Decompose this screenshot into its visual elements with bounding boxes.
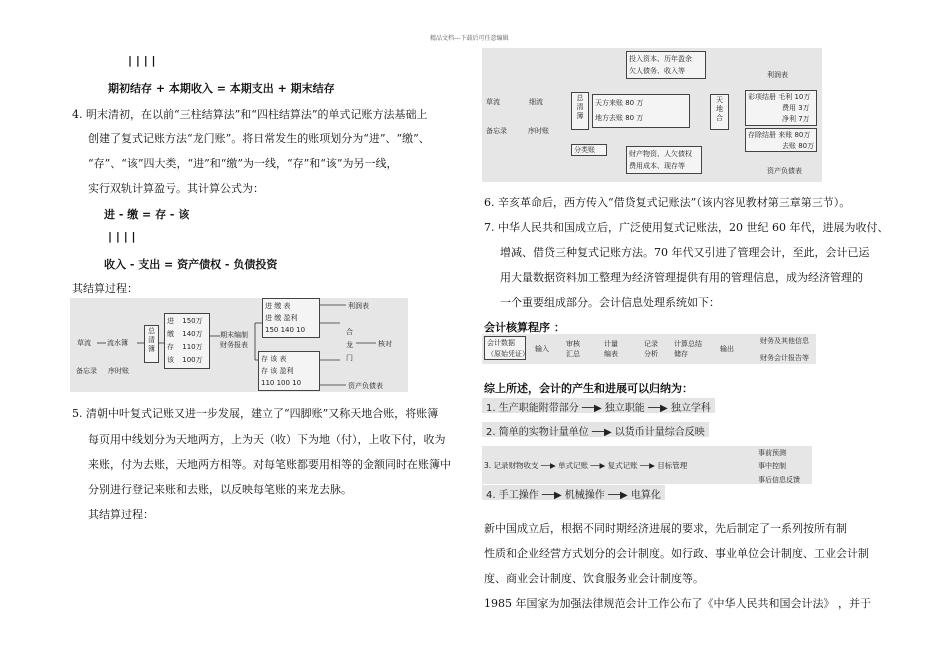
para-4-line2: 创建了复式记账方法“龙门账”。将日常发生的账项划分为“进”、“缴”、 — [88, 132, 430, 145]
d1-caiwu: 财务报表 — [220, 341, 248, 349]
para-4-line3: “存”、“该”四大类，“进”和“缴”为一线，“存”和“该”为另一线， — [88, 157, 398, 170]
d1-row-jin: 进 150万 — [167, 317, 203, 325]
para-7-line4: 一个重要组成部分。会计信息处理系统如下： — [500, 296, 720, 309]
d1-zongqing — [144, 325, 159, 363]
proc-title: 会计核算程序 ： — [484, 321, 565, 334]
d2-cunzhi-box: 存除结册 来账 80万 去账 80万 — [745, 128, 817, 152]
proc-rec: 记录 分析 — [644, 340, 658, 358]
para-5-line4: 分别进行登记来账和去账，以反映每笔账的来龙去脉。 — [88, 483, 352, 496]
proc-output: 输出 — [720, 345, 734, 353]
process-label-2: 其结算过程： — [88, 508, 154, 521]
d2-lirun: 利润表 — [767, 71, 788, 79]
d1-heduei: 核对 — [378, 340, 392, 348]
d1-xushizhang: 序时账 — [108, 367, 129, 375]
d2-zichan: 资产负债表 — [767, 167, 802, 175]
d2-tiandi-table: 天方来账 80 万 地方去账 80 万 — [592, 94, 690, 128]
proc-calc: 计量 编表 — [604, 340, 618, 358]
d1-jinjiao-table — [164, 313, 210, 369]
para-final-3: 度、商业会计制度、饮食服务业会计制度等。 — [484, 572, 704, 585]
d1-liushui: 流水簿 — [107, 339, 128, 347]
para-5-line2: 每页用中线划分为天地两方，上为天（收）下为地（付），上收下付，收为 — [88, 433, 446, 446]
proc-out2: 财务会计报告等 — [760, 354, 809, 362]
para-4-line1: 4. 明末清初，在以前“三柱结算法”和“四柱结算法”的单式记账方法基础上 — [72, 108, 428, 121]
summary-3-a: 事前预测 — [758, 449, 786, 457]
d2-zongqing: 总清簿 — [571, 92, 589, 130]
proc-sum: 计算总结 储存 — [674, 340, 702, 358]
d1-lirun: 利润表 — [348, 302, 369, 310]
d1-qimo: 期末编制 — [220, 331, 248, 339]
d2-fenlei: 分类账 — [571, 144, 607, 156]
process-label: 其结算过程： — [72, 282, 138, 295]
d1-he: 合 — [346, 328, 353, 336]
summary-3-b: 事中控制 — [758, 462, 786, 470]
proc-audit: 审核 汇总 — [566, 340, 580, 358]
summary-3-c: 事后信息反馈 — [758, 476, 800, 484]
para-4-line4: 实行双轨计算盈亏。其计算公式为： — [88, 182, 264, 195]
d1-row-jiao: 缴 140万 — [167, 330, 203, 338]
d1-cungai-box: 存 该 表 存 该 盈利 110 100 10 — [258, 351, 320, 391]
para-6: 6. 辛亥革命后，西方传入“借贷复式记账法”（该内容见教材第三章第三节）。 — [484, 196, 851, 209]
formula-1: 期初结存 + 本期收入 = 本期支出 + 期末结存 — [108, 82, 335, 95]
summary-3: 3. 记录财物收支 ──▶ 单式记账 ──▶ 复式记账 ──▶ 目标管理 — [484, 461, 688, 470]
summary-4: 4. 手工操作 ──▶ 机械操作 ──▶ 电算化 — [482, 485, 665, 500]
summary-2: 2. 简单的实物计量单位 ──▶ 以货币计量综合反映 — [482, 422, 709, 437]
d1-caolu: 草流 — [77, 339, 91, 347]
d2-caolu: 草流 — [486, 98, 500, 106]
proc-out1: 财务及其他信息 — [760, 337, 809, 345]
proc-data: 会计数据 （原始凭证） — [484, 336, 526, 360]
para-final-4: 1985 年国家为加强法律规范会计工作公布了《中华人民共和国会计法》 ，并于 — [484, 597, 871, 610]
d2-xushizhang: 序时账 — [528, 127, 549, 135]
para-final-2: 性质和企业经营方式划分的会计制度。如行政、事业单位会计制度、工业会计制 — [484, 547, 869, 560]
para-final-1: 新中国成立后，根据不同时期经济进展的要求，先后制定了一系列按所有制 — [484, 522, 847, 535]
d1-zongqing-text: 总清簿 — [148, 327, 155, 353]
para-5-line1: 5. 清朝中叶复式记账又进一步发展，建立了“四脚账”又称天地合账，将账簿 — [72, 407, 439, 420]
d1-beiwanglu: 备忘录 — [76, 367, 97, 375]
d1-men: 门 — [346, 354, 353, 362]
d1-row-gai: 该 100万 — [167, 356, 203, 364]
d2-xizhang: 细流 — [529, 98, 543, 106]
bars-1: | | | | — [128, 54, 156, 67]
d2-tourou: 投入资本、历年盈余 欠人债务、收入等 — [626, 51, 706, 79]
d2-caixiang-box: 彩项结册 毛利 10万 费用 3万 净利 7万 — [745, 90, 817, 126]
d1-zichan: 资产负债表 — [348, 382, 383, 390]
d1-jinjiao-box: 进 缴 表 进 缴 盈利 150 140 10 — [262, 298, 320, 338]
d1-long: 龙 — [346, 341, 353, 349]
summary-1: 1. 生产职能附带部分 ──▶ 独立职能 ──▶ 独立学科 — [482, 398, 715, 413]
para-7-line3: 用大量数据资料加工整理为经济管理提供有用的管理信息，成为经济管理的 — [500, 271, 863, 284]
d2-tiandihe: 天地合 — [710, 94, 729, 130]
d2-caichan: 财产物资、人欠债权 费用成本、现存等 — [626, 146, 702, 174]
para-7-line1: 7. 中华人民共和国成立后，广泛使用复式记账法，20 世纪 60 年代，进展为收付、 — [484, 221, 889, 234]
header-note: 精品文档---下载后可任意编辑 — [430, 35, 509, 42]
proc-input: 输入 — [535, 345, 549, 353]
d1-row-cun: 存 110万 — [167, 343, 203, 351]
formula-2-terms: 进 - 缴 = 存 - 该 — [104, 208, 190, 221]
summary-title: 综上所述，会计的产生和进展可以归纳为： — [484, 382, 693, 395]
formula-2: 收入 - 支出 = 资产债权 - 负债投资 — [104, 258, 278, 271]
bars-2: | | | | — [108, 230, 136, 243]
d2-beiwanglu: 备忘录 — [486, 127, 507, 135]
para-5-line3: 来账，付为去账，天地两方相等。对每笔账都要用相等的金额同时在账簿中 — [88, 458, 451, 471]
para-7-line2: 增减、借贷三种复式记账方法。70 年代又引进了管理会计，至此，会计已运 — [500, 246, 870, 259]
